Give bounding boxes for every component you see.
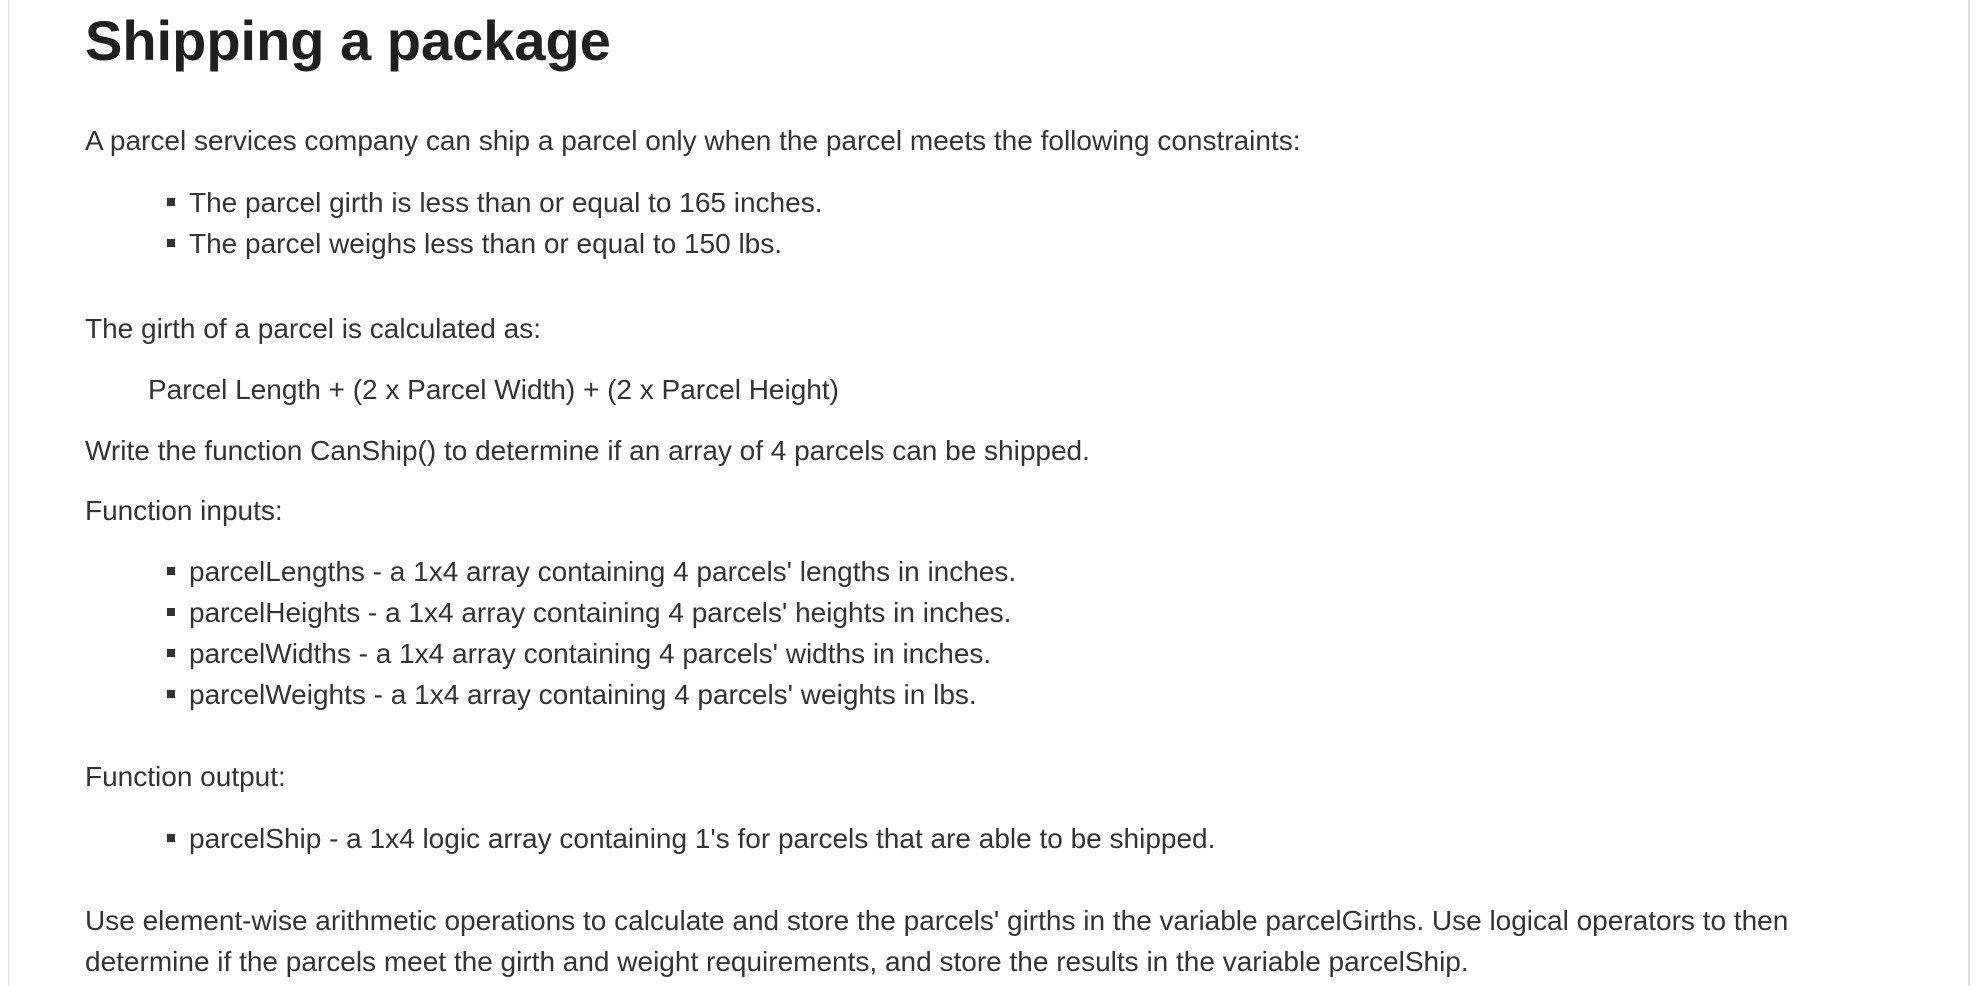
bullet-icon — [167, 649, 175, 657]
list-item-text: The parcel girth is less than or equal to 165 inches. — [189, 187, 823, 218]
task-paragraph: Write the function CanShip() to determine if an array of 4 parcels can be shipped. — [85, 435, 1090, 466]
list-item — [85, 592, 1016, 633]
list-item — [85, 818, 1215, 859]
constraints-list — [85, 182, 822, 264]
bullet-icon — [167, 834, 175, 842]
page-title: Shipping a package — [85, 9, 611, 72]
list-item — [85, 182, 822, 223]
output-label: Function output: — [85, 761, 286, 792]
list-item-text: parcelWeights - a 1x4 array containing 4 parcels' weights in lbs. — [189, 679, 977, 710]
inputs-list — [85, 551, 1016, 715]
list-item-text: parcelHeights - a 1x4 array containing 4 parcels' heights in inches. — [189, 597, 1012, 628]
list-item — [85, 633, 1016, 674]
list-item — [85, 223, 822, 264]
list-item-text: parcelLengths - a 1x4 array containing 4 parcels' lengths in inches. — [189, 556, 1017, 587]
document-page — [8, 0, 1970, 986]
inputs-label: Function inputs: — [85, 495, 283, 526]
bullet-icon — [167, 608, 175, 616]
bullet-icon — [167, 690, 175, 698]
outputs-list — [85, 818, 1215, 859]
intro-paragraph: A parcel services company can ship a parcel only when the parcel meets the following constraints: — [85, 125, 1301, 156]
girth-formula: Parcel Length + (2 x Parcel Width) + (2 x Parcel Height) — [148, 374, 839, 405]
list-item — [85, 551, 1016, 592]
list-item — [85, 674, 1016, 715]
list-item-text: The parcel weighs less than or equal to 150 lbs. — [189, 228, 783, 259]
girth-intro: The girth of a parcel is calculated as: — [85, 313, 542, 344]
instructions-paragraph: Use element-wise arithmetic operations to calculate and store the parcels' girths in the variable parcelGirths. Use logical operators to then determine if the parcels meet the girth and weight requirements, and store the results in the variable parcelShip. — [85, 905, 1789, 977]
bullet-icon — [167, 567, 175, 575]
list-item-text: parcelWidths - a 1x4 array containing 4 parcels' widths in inches. — [189, 638, 992, 669]
bullet-icon — [167, 239, 175, 247]
list-item-text: parcelShip - a 1x4 logic array containing 1's for parcels that are able to be shipped. — [189, 823, 1216, 854]
bullet-icon — [167, 198, 175, 206]
